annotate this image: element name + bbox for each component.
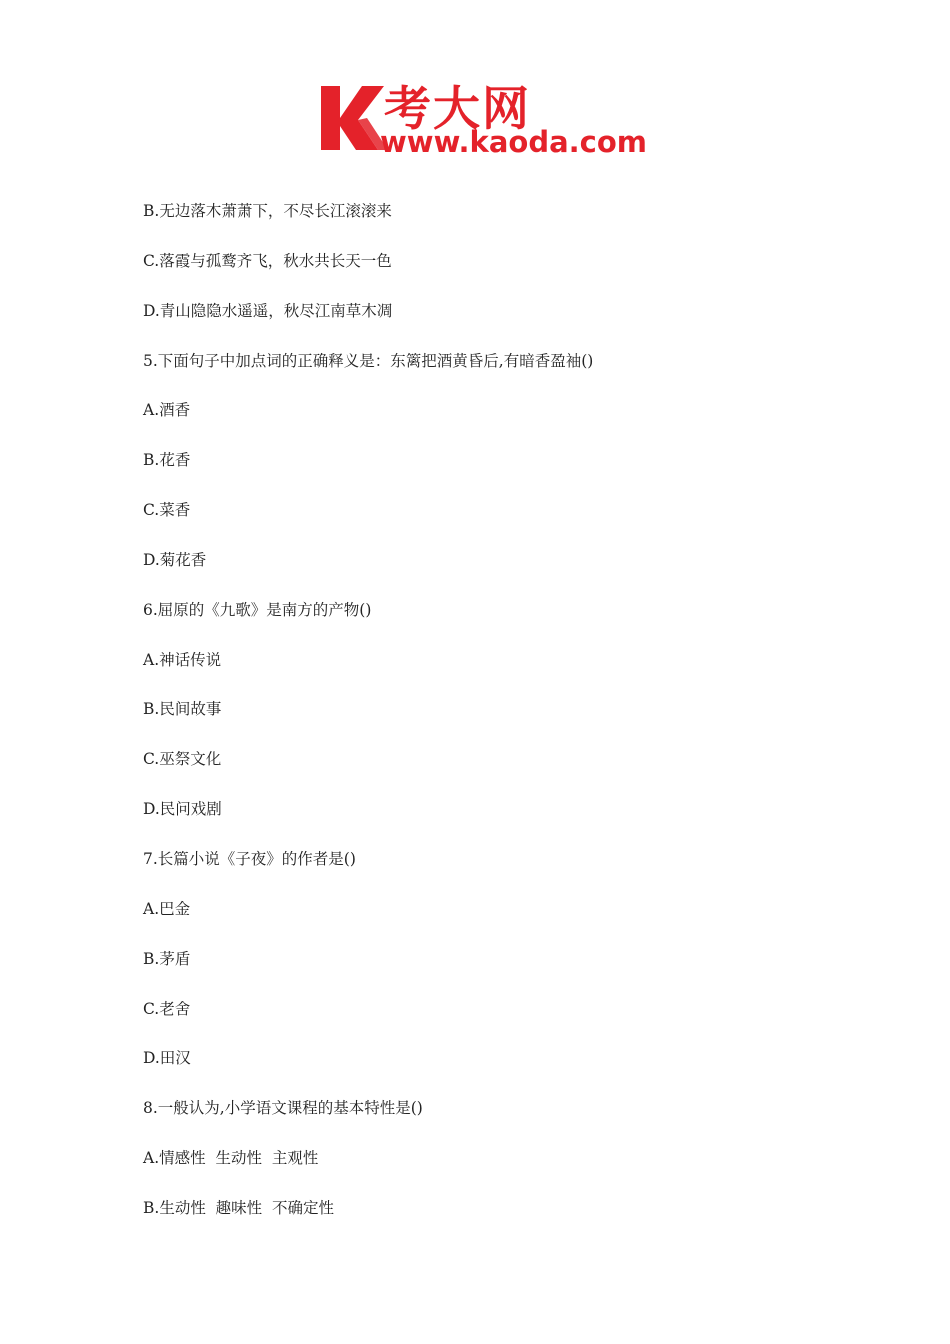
option-c: C.落霞与孤鹜齐飞，秋水共长天一色 [143,251,392,270]
logo-brand-name: 考大网 [384,82,531,137]
option-c: C.老舍 [143,999,191,1018]
option-d: D.田汉 [143,1049,191,1068]
question-6: 6.屈原的《九歌》是南方的产物() [143,600,372,619]
option-b: B.花香 [143,451,191,470]
option-d: D.民问戏剧 [143,800,222,819]
question-list [143,197,903,1244]
question-8: 8.一般认为,小学语文课程的基本特性是() [143,1099,423,1118]
question-5: 5.下面句子中加点词的正确释义是：东篱把酒黄昏后,有暗香盈袖() [143,351,594,370]
option-b: B.生动性 趣味性 不确定性 [143,1198,335,1217]
option-a: A.酒香 [143,401,191,420]
option-c: C.巫祭文化 [143,750,222,769]
kaoda-logo [318,78,647,160]
logo-url: www.kaoda.com [380,125,647,159]
option-d: D.菊花香 [143,550,207,569]
question-7: 7.长篇小说《子夜》的作者是() [143,849,356,868]
option-b: B.茅盾 [143,949,191,968]
option-a: A.巴金 [143,899,191,918]
option-b: B.无边落木萧萧下，不尽长江滚滚来 [143,202,392,220]
option-a: A.神话传说 [143,650,222,669]
option-b: B.民间故事 [143,700,222,719]
option-d: D.青山隐隐水遥遥，秋尽江南草木凋 [143,301,393,320]
option-a: A.情感性 生动性 主观性 [143,1149,319,1168]
option-c: C.菜香 [143,501,191,520]
